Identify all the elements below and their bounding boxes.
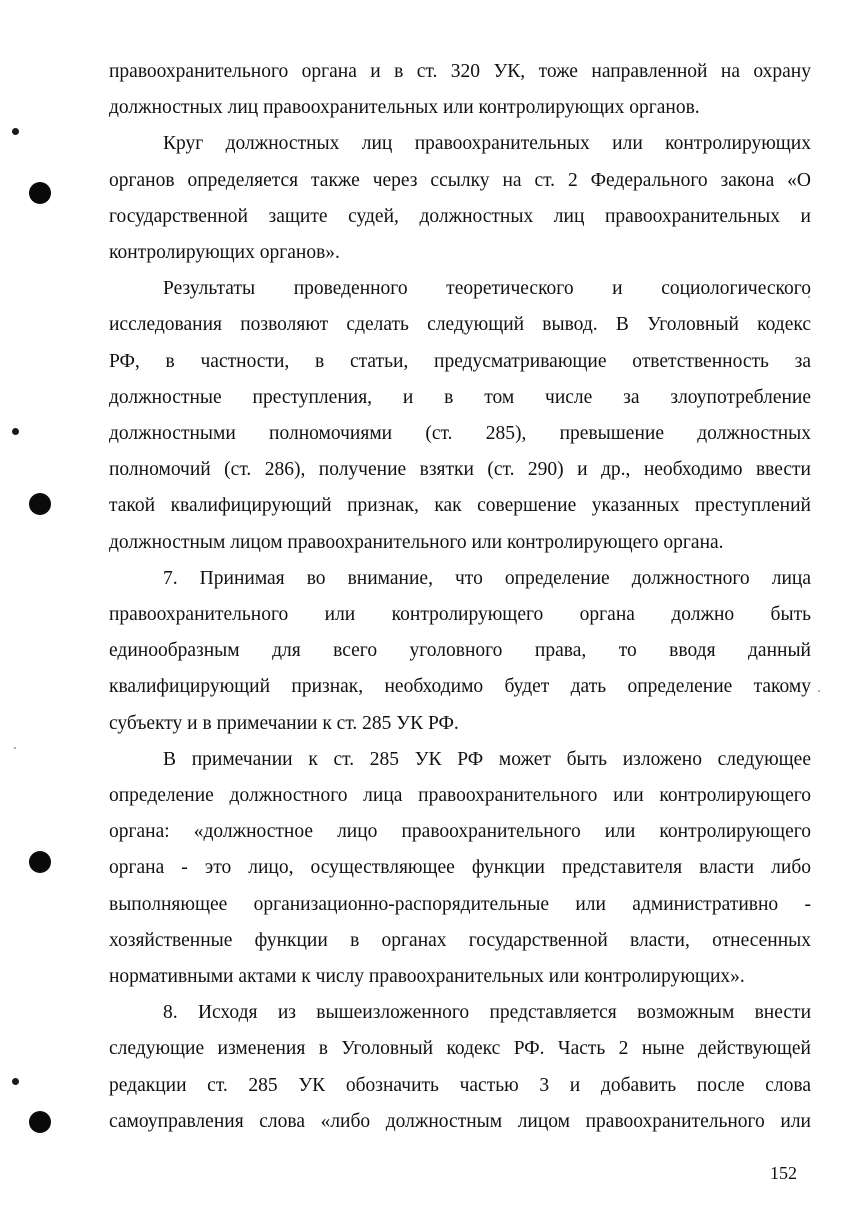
text-line: субъекту и в примечании к ст. 285 УК РФ. <box>109 712 459 734</box>
margin-mark <box>12 128 19 135</box>
text-line: РФ, в частности, в статьи, предусматривающие ответственность за <box>109 350 811 372</box>
text-line: определение должностного лица правоохранительного или контролирующего <box>109 785 811 807</box>
page-number: 152 <box>770 1163 797 1183</box>
text-line: исследования позволяют сделать следующий вывод. В Уголовный кодекс <box>109 314 811 336</box>
text-line: должностными полномочиями (ст. 285), превышение должностных <box>109 423 811 445</box>
text-line: выполняющее организационно-распорядительные или административно - <box>109 893 811 915</box>
text-line: правоохранительного или контролирующего органа должно быть <box>109 604 811 626</box>
text-line: Результаты проведенного теоретического и социологического <box>163 278 811 300</box>
text-line: 7. Принимая во внимание, что определение должностного лица <box>163 567 811 589</box>
text-line: Круг должностных лиц правоохранительных или контролирующих <box>163 133 811 155</box>
punch-hole <box>29 493 51 515</box>
punch-hole <box>29 851 51 873</box>
text-line: самоуправления слова «либо должностным лицом правоохранительного или <box>109 1110 811 1132</box>
margin-mark <box>12 428 19 435</box>
punch-hole <box>29 182 51 204</box>
text-line: органа: «должностное лицо правоохранительного или контролирующего <box>109 821 811 843</box>
text-line: 8. Исходя из вышеизложенного представляется возможным внести <box>163 1002 811 1024</box>
text-line: должностных лиц правоохранительных или контролирующих органов. <box>109 97 700 119</box>
text-line: должностным лицом правоохранительного или контролирующего органа. <box>109 531 724 553</box>
text-line: правоохранительного органа и в ст. 320 УК, тоже направленной на охрану <box>109 61 811 82</box>
text-line: В примечании к ст. 285 УК РФ может быть изложено следующее <box>163 748 811 770</box>
text-line: органов определяется также через ссылку на ст. 2 Федерального закона «О <box>109 169 811 191</box>
text-line: единообразным для всего уголовного права, то вводя данный <box>109 640 811 662</box>
text-line: редакции ст. 285 УК обозначить частью 3 и добавить после слова <box>109 1074 811 1096</box>
text-line: хозяйственные функции в органах государственной власти, отнесенных <box>109 929 811 951</box>
scan-speck <box>818 690 820 692</box>
body-text <box>109 54 811 1140</box>
text-line: государственной защите судей, должностных лиц правоохранительных и <box>109 205 811 227</box>
text-line: квалифицирующий признак, необходимо будет дать определение такому <box>109 676 811 698</box>
text-line: органа - это лицо, осуществляющее функции представителя власти либо <box>109 857 811 879</box>
text-line: нормативными актами к числу правоохранительных или контролирующих». <box>109 966 745 988</box>
text-line: должностные преступления, и в том числе за злоупотребление <box>109 386 811 408</box>
scan-speck <box>14 747 16 749</box>
punch-hole <box>29 1111 51 1133</box>
text-line: контролирующих органов». <box>109 242 340 264</box>
text-line: такой квалифицирующий признак, как совершение указанных преступлений <box>109 495 811 517</box>
text-line: полномочий (ст. 286), получение взятки (ст. 290) и др., необходимо ввести <box>109 459 811 481</box>
text-line: следующие изменения в Уголовный кодекс РФ. Часть 2 ныне действующей <box>109 1038 811 1060</box>
margin-mark <box>12 1078 19 1085</box>
